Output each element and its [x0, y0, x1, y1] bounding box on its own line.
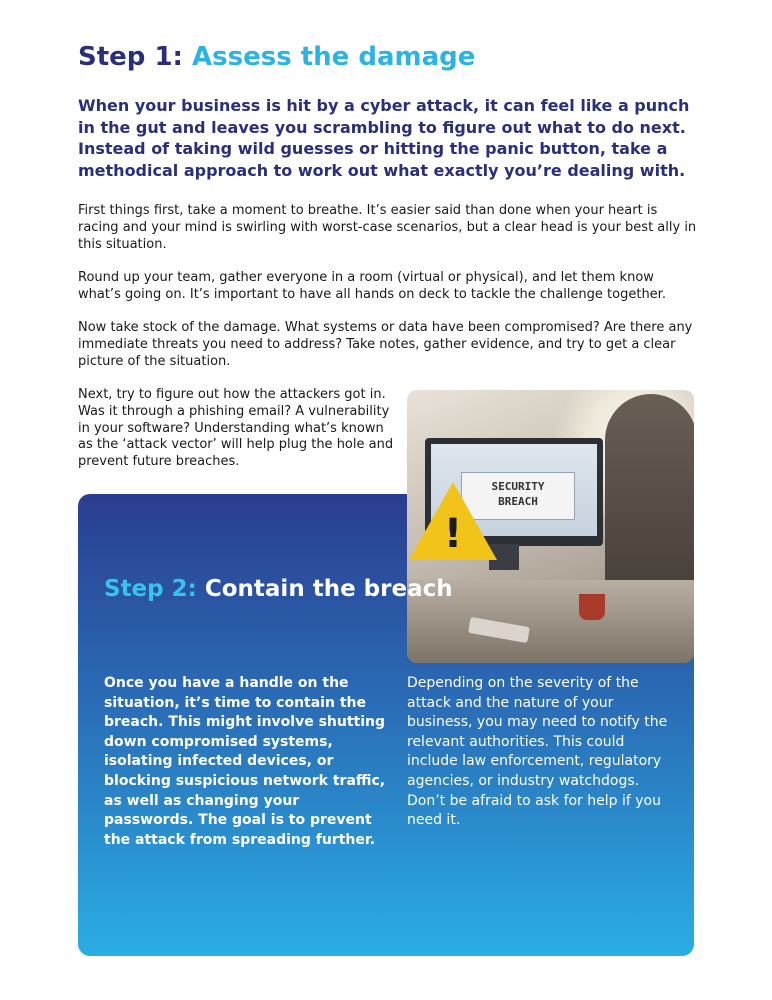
step1-title: Assess the damage — [192, 42, 476, 72]
breach-line-2: BREACH — [498, 495, 538, 508]
step1-intro: When your business is hit by a cyber attack, it can feel like a punch in the gut and leaves you scrambling to figure out what to do next. Instead of taking wild guesses or hitting the panic button, take a methodical approach to work out what exactly you’re dealing with. — [78, 96, 690, 180]
step1-paragraph-4: Next, try to figure out how the attackers got in. Was it through a phishing email? A vulnerability in your software? Understanding what’s known as the ‘attack vector’ will help plug the hole and prevent future breaches. — [78, 387, 394, 470]
coffee-cup — [579, 594, 605, 620]
breach-line-1: SECURITY — [491, 480, 545, 493]
step2-right-text: Depending on the severity of the attack and the nature of your business, you may need to notify the relevant authorities. This could include law enforcement, regulatory agencies, or industry watchdogs. Don’t be afraid to ask for help if you need it. — [407, 675, 668, 829]
step2-label: Step 2: — [104, 576, 197, 602]
step1-paragraph-3: Now take stock of the damage. What systems or data have been compromised? Are there any immediate threats you need to address? Take notes, gather evidence, and try to get a clear picture of the situation. — [78, 320, 693, 369]
warning-exclamation: ! — [443, 511, 463, 557]
step2-title: Contain the breach — [204, 576, 453, 602]
step1-paragraph-2: Round up your team, gather everyone in a room (virtual or physical), and let them know what’s going on. It’s important to have all hands on deck to tackle the challenge together. — [78, 270, 666, 302]
security-breach-photo — [407, 390, 694, 663]
step2-left-text: Once you have a handle on the situation, it’s time to contain the breach. This might involve shutting down compromised systems, isolating infected devices, or blocking suspicious network traffic, as well as changing your passwords. The goal is to prevent the attack from spreading further. — [104, 675, 386, 848]
step1-paragraph-1: First things first, take a moment to breathe. It’s easier said than done when your heart is racing and your mind is swirling with worst-case scenarios, but a clear head is your best ally in this situation. — [78, 203, 697, 252]
step1-heading — [78, 38, 475, 76]
step1-label: Step 1: — [78, 42, 183, 72]
step2-heading — [104, 574, 453, 605]
